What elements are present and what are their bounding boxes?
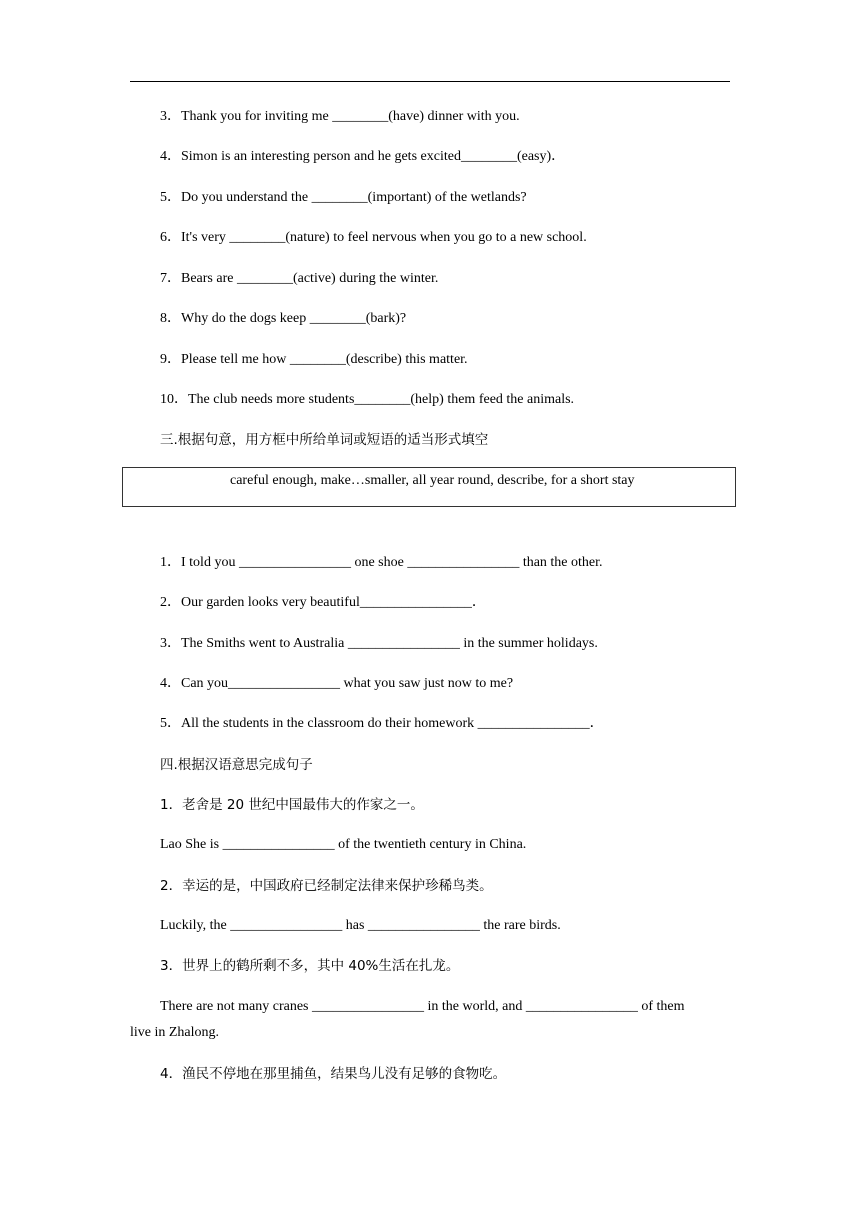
s4-q2-english: Luckily, the ________________ has ________________ the rare birds. xyxy=(160,918,561,933)
s4-q3-english-line2: live in Zhalong. xyxy=(130,1025,220,1040)
s4-q3-chinese: 3．世界上的鹤所剩不多，其中 40%生活在扎龙。 xyxy=(160,958,460,974)
question-8: 8．Why do the dogs keep ________(bark)? xyxy=(160,311,407,326)
question-5: 5．Do you understand the ________(important) of the wetlands? xyxy=(160,190,527,205)
section3-heading: 三.根据句意，用方框中所给单词或短语的适当形式填空 xyxy=(160,432,489,448)
word-box xyxy=(122,467,736,507)
s4-q4-chinese: 4．渔民不停地在那里捕鱼，结果鸟儿没有足够的食物吃。 xyxy=(160,1066,507,1082)
s3-question-3: 3．The Smiths went to Australia ________________ in the summer holidays. xyxy=(160,636,598,651)
s3-question-1: 1．I told you ________________ one shoe ________________ than the other. xyxy=(160,555,603,570)
s4-q2-chinese: 2．幸运的是，中国政府已经制定法律来保护珍稀鸟类。 xyxy=(160,878,493,894)
s4-q1-chinese: 1．老舍是 20 世纪中国最伟大的作家之一。 xyxy=(160,797,424,813)
question-6: 6．It's very ________(nature) to feel nervous when you go to a new school. xyxy=(160,230,587,245)
question-7: 7．Bears are ________(active) during the winter. xyxy=(160,271,439,286)
question-10: 10．The club needs more students________(help) them feed the animals. xyxy=(160,392,575,407)
section4-heading: 四.根据汉语意思完成句子 xyxy=(160,757,313,773)
s4-q3-english-line1: There are not many cranes ________________ in the world, and ________________ of them xyxy=(160,999,685,1014)
header-rule xyxy=(130,81,730,82)
s4-q1-english: Lao She is ________________ of the twentieth century in China. xyxy=(160,837,527,852)
s3-question-5: 5．All the students in the classroom do their homework ________________． xyxy=(160,716,604,731)
s3-question-4: 4．Can you________________ what you saw just now to me? xyxy=(160,676,514,691)
word-box-text: careful enough, make…smaller, all year round, describe, for a short stay xyxy=(230,473,635,488)
question-9: 9．Please tell me how ________(describe) this matter. xyxy=(160,352,468,367)
question-3: 3．Thank you for inviting me ________(have) dinner with you. xyxy=(160,109,520,124)
question-4: 4．Simon is an interesting person and he gets excited________(easy)． xyxy=(160,149,566,164)
s3-question-2: 2．Our garden looks very beautiful________________． xyxy=(160,595,486,610)
